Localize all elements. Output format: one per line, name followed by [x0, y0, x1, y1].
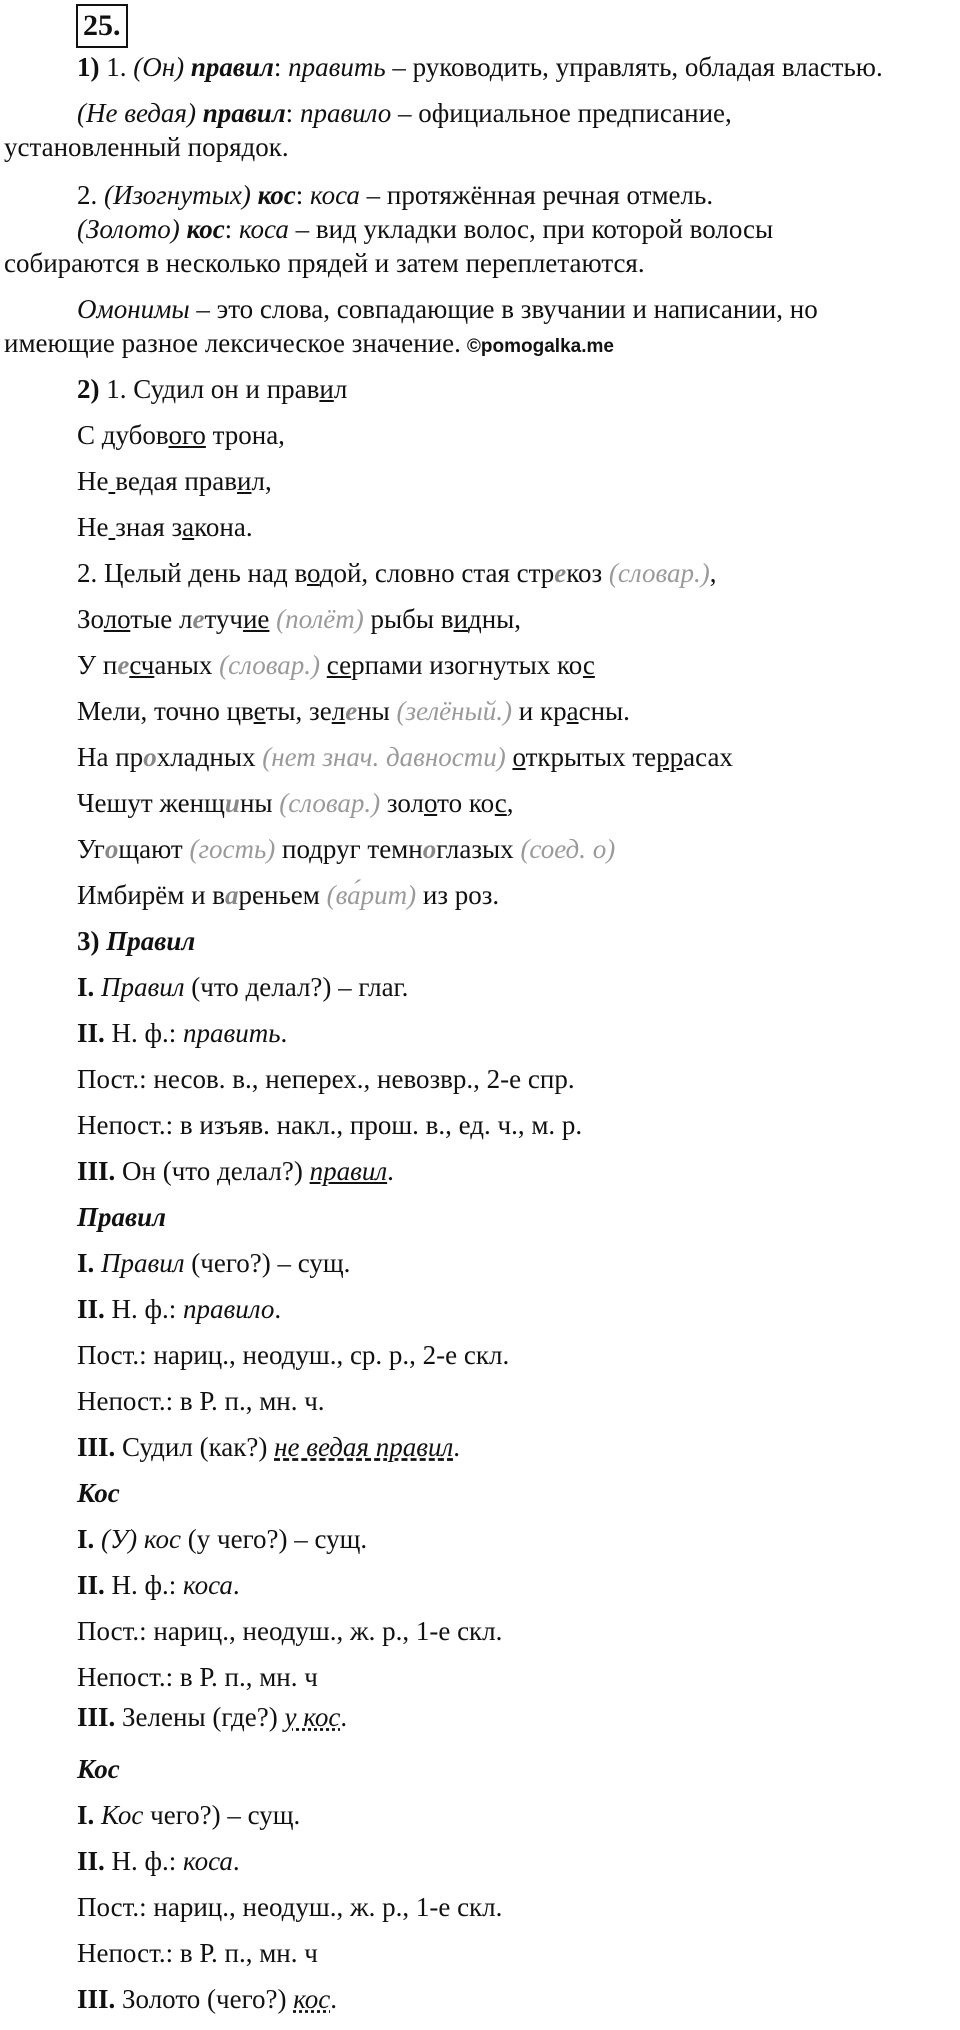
- exercise-number: 25.: [76, 4, 128, 48]
- section-title: 3) Правил: [77, 926, 196, 956]
- watermark: ©pomogalka.me: [466, 336, 614, 357]
- text-line: 2. (Изогнутых) кос: коса – протяжённая речная отмель.: [77, 180, 714, 210]
- text-line: (Не ведая) правил: правило – официальное предписание,: [77, 98, 732, 128]
- analysis-line: I. Кос чего?) – сущ.: [77, 1800, 301, 1830]
- section-title: Кос: [77, 1754, 120, 1784]
- poem-line: Мели, точно цветы, зелены (зелёный.) и красны.: [77, 696, 630, 726]
- section-title: Правил: [77, 1202, 166, 1232]
- analysis-line: Пост.: нариц., неодуш., ср. р., 2-е скл.: [77, 1340, 510, 1370]
- text-line: установленный порядок.: [4, 132, 289, 162]
- analysis-line: I. (У) кос (у чего?) – сущ.: [77, 1524, 368, 1554]
- poem-line: С дубового трона,: [77, 420, 285, 450]
- poem-line: Чешут женщины (словар.) золото кос,: [77, 788, 514, 818]
- poem-line: На прохладных (нет знач. давности) открытых террасах: [77, 742, 733, 772]
- analysis-line: III. Судил (как?) не ведая правил.: [77, 1432, 460, 1462]
- analysis-line: I. Правил (что делал?) – глаг.: [77, 972, 409, 1002]
- analysis-line: II. Н. ф.: правило.: [77, 1294, 282, 1324]
- analysis-line: Пост.: несов. в., неперех., невозвр., 2-е спр.: [77, 1064, 575, 1094]
- analysis-line: Непост.: в Р. п., мн. ч: [77, 1662, 318, 1692]
- text-line: Омонимы – это слова, совпадающие в звучании и написании, но: [77, 294, 818, 324]
- poem-line: Имбирём и вареньем (ва́рит) из роз.: [77, 880, 500, 910]
- analysis-line: III. Зелены (где?) у кос.: [77, 1702, 348, 1732]
- poem-line: Угощают (гость) подруг темноглазых (соед. о): [77, 834, 616, 864]
- poem-line: Не ведая правил,: [77, 466, 272, 496]
- analysis-line: II. Н. ф.: коса.: [77, 1570, 240, 1600]
- section-title: Кос: [77, 1478, 120, 1508]
- analysis-line: I. Правил (чего?) – сущ.: [77, 1248, 351, 1278]
- analysis-line: Непост.: в Р. п., мн. ч.: [77, 1386, 325, 1416]
- analysis-line: III. Золото (чего?) кос.: [77, 1984, 338, 2014]
- poem-line: Золотые летучие (полёт) рыбы видны,: [77, 604, 522, 634]
- analysis-line: Пост.: нариц., неодуш., ж. р., 1-е скл.: [77, 1892, 503, 1922]
- analysis-line: Непост.: в изъяв. накл., прош. в., ед. ч., м. р.: [77, 1110, 583, 1140]
- poem-line: У песчаных (словар.) серпами изогнутых кос: [77, 650, 595, 680]
- poem-line: Не зная закона.: [77, 512, 253, 542]
- text-line: имеющие разное лексическое значение. ©pomogalka.me: [4, 328, 614, 358]
- analysis-line: III. Он (что делал?) правил.: [77, 1156, 394, 1186]
- analysis-line: II. Н. ф.: править.: [77, 1018, 288, 1048]
- poem-line: 2) 1. Судил он и правил: [77, 374, 348, 404]
- analysis-line: Непост.: в Р. п., мн. ч: [77, 1938, 318, 1968]
- text-line: (Золото) кос: коса – вид укладки волос, при которой волосы: [77, 214, 774, 244]
- analysis-line: II. Н. ф.: коса.: [77, 1846, 240, 1876]
- poem-line: 2. Целый день над водой, словно стая стрекоз (словар.),: [77, 558, 717, 588]
- text-line: 1) 1. (Он) правил: править – руководить, управлять, обладая властью.: [77, 52, 883, 82]
- text-line: собираются в несколько прядей и затем переплетаются.: [4, 248, 645, 278]
- analysis-line: Пост.: нариц., неодуш., ж. р., 1-е скл.: [77, 1616, 503, 1646]
